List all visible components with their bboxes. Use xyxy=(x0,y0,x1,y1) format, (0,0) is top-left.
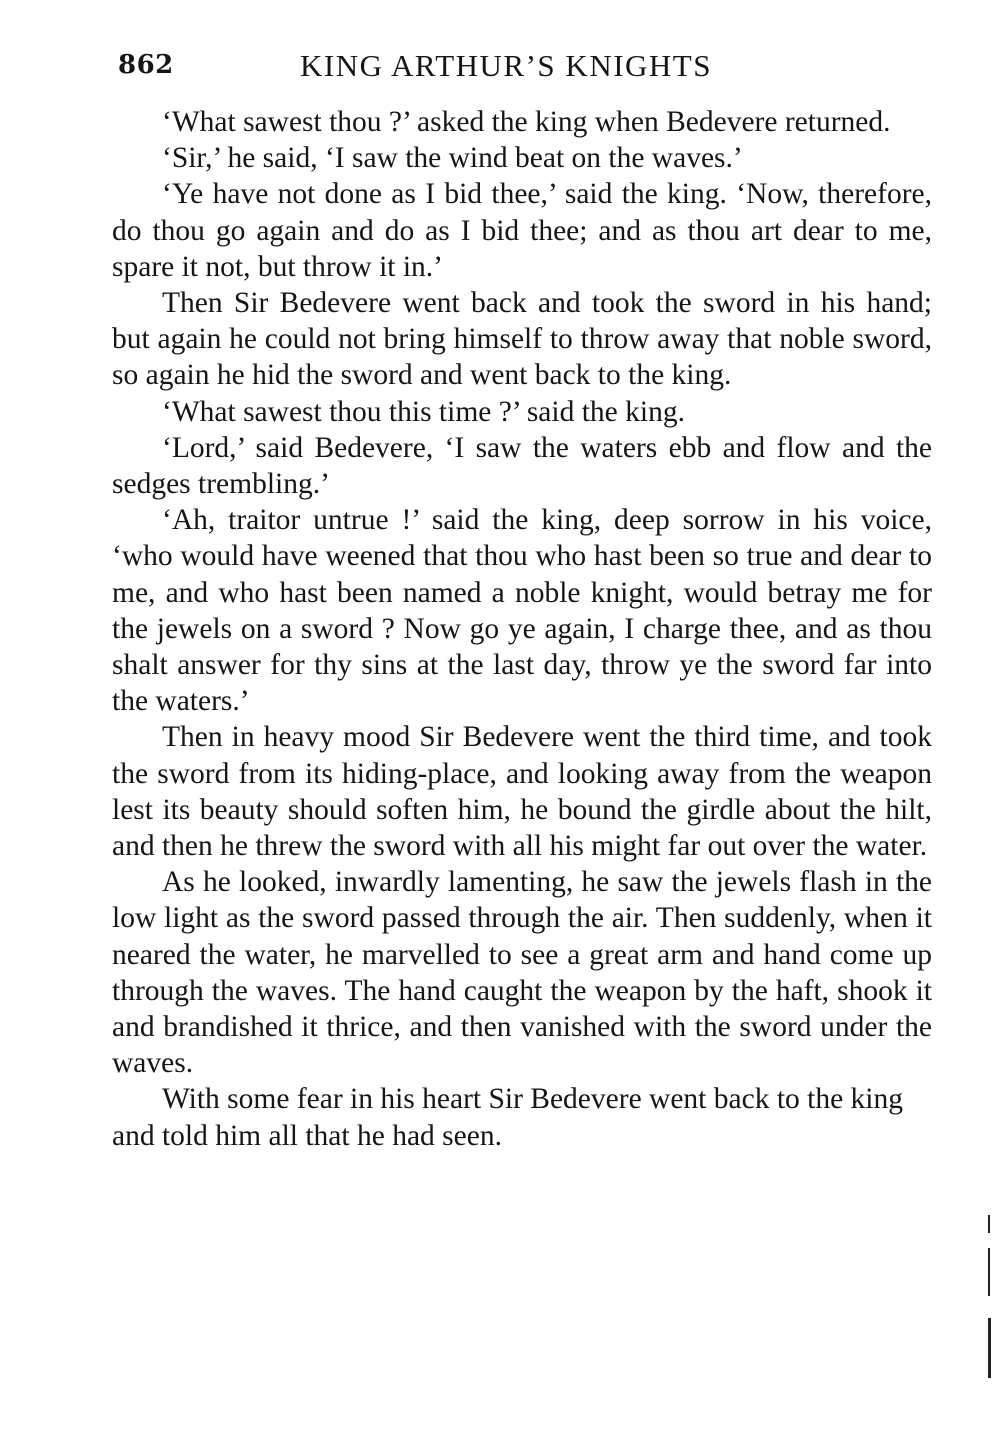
running-title: KING ARTHUR’S KNIGHTS xyxy=(300,48,712,83)
scan-edge-mark xyxy=(988,1318,991,1378)
page-number: 862 xyxy=(118,50,174,80)
paragraph: ‘What sawest thou this time ?’ said the king. xyxy=(162,395,685,428)
paragraph: ‘Sir,’ he said, ‘I saw the wind beat on the waves.’ xyxy=(162,142,743,175)
paragraph: As he looked, inwardly lamenting, he saw the jewels flash in the low light as the sword passed through the air. Then suddenly, when it neared the water, he marvelled to see a great arm and hand come up through the waves. The hand caught the weapon by the haft, shook it and brandished it thrice, and then vanished with the sword under the waves. xyxy=(112,866,932,1080)
page-header xyxy=(118,46,778,90)
scan-edge-mark xyxy=(988,1248,990,1296)
body-text xyxy=(112,104,932,1154)
paragraph: ‘What sawest thou ?’ asked the king when Bedevere returned. xyxy=(162,106,891,138)
paragraph: Then Sir Bedevere went back and took the sword in his hand; but again he could not bring himself to throw away that noble sword, so again he hid the sword and went back to the king. xyxy=(112,287,932,392)
paragraph: ‘Lord,’ said Bedevere, ‘I saw the waters ebb and flow and the sedges trembling.’ xyxy=(112,431,932,501)
scan-edge-mark xyxy=(988,1215,990,1233)
paragraph: ‘Ye have not done as I bid thee,’ said the king. ‘Now, therefore, do thou go again and do as I bid thee; and as thou art dear to me, spare it not, but throw it in.’ xyxy=(112,178,932,283)
paragraph: ‘Ah, traitor untrue !’ said the king, deep sorrow in his voice, ‘who would have weened that thou who hast been so true and dear to me, and who hast been named a noble knight, would betray me for the jewels on a sword ? Now go ye again, I charge thee, and as thou shalt answer for thy sins at the last day, throw ye the sword far into the waters.’ xyxy=(112,504,932,718)
paragraph: Then in heavy mood Sir Bedevere went the third time, and took the sword from its hiding-place, and looking away from the weapon lest its beauty should soften him, he bound the girdle about the hilt, and then he threw the sword with all his might far out over the water. xyxy=(112,721,932,863)
paragraph: With some fear in his heart Sir Bedevere went back to the king and told him all that he had seen. xyxy=(112,1083,904,1152)
